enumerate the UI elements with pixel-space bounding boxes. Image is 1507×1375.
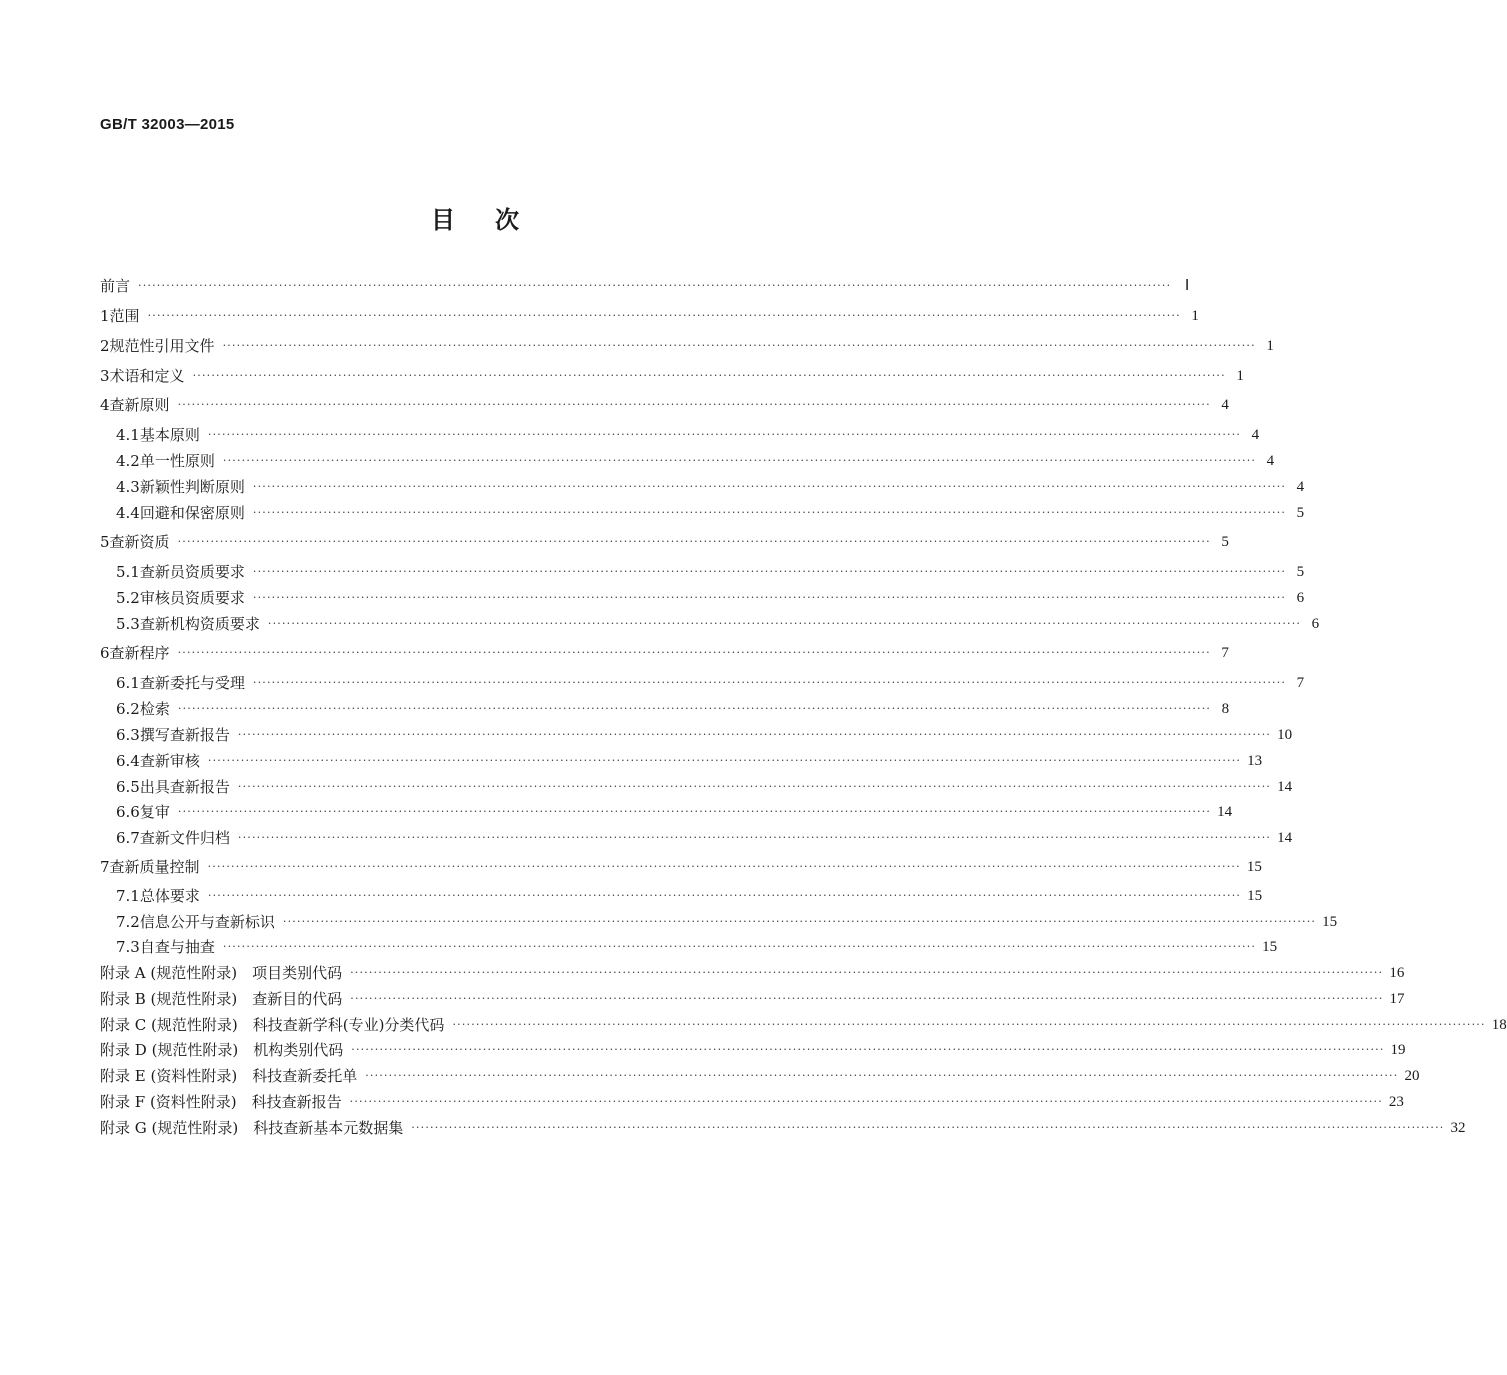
toc-leader-dots: ···························································································································································································································· xyxy=(222,454,1257,467)
toc-entry-page: 4 xyxy=(1296,479,1305,495)
toc-entry-label: 附录 B (规范性附录) 查新目的代码 xyxy=(100,990,343,1008)
toc-entry[interactable] xyxy=(116,561,1305,583)
toc-entry-page: 15 xyxy=(1246,859,1262,875)
toc-entry-number: 6.7 xyxy=(116,829,140,847)
toc-leader-dots: ···························································································································································································································· xyxy=(350,992,1384,1005)
toc-leader-dots: ···························································································································································································································· xyxy=(252,480,1287,493)
toc-entry-page: 1 xyxy=(1236,368,1244,384)
toc-entry[interactable] xyxy=(116,801,1233,823)
toc-entry-label: 查新资质 xyxy=(109,533,170,551)
toc-entry[interactable] xyxy=(116,450,1275,472)
toc-entry-number: 6.5 xyxy=(116,778,140,796)
toc-entry[interactable] xyxy=(100,394,1229,416)
toc-entry-number: 3 xyxy=(100,367,110,385)
toc-entry-page: Ⅰ xyxy=(1184,278,1190,294)
toc-entry-number: 4.1 xyxy=(116,426,140,444)
toc-entry-label: 基本原则 xyxy=(139,426,200,444)
toc-entry-page: 19 xyxy=(1390,1042,1406,1058)
toc-entry-number: 4 xyxy=(100,396,110,414)
toc-entry-page: 4 xyxy=(1266,453,1275,469)
page-title: 目次 xyxy=(431,205,559,234)
toc-leader-dots: ···························································································································································································································· xyxy=(411,1121,1445,1134)
toc-entry-page: 17 xyxy=(1389,991,1405,1007)
toc-entry-label: 查新程序 xyxy=(109,644,170,662)
toc-entry[interactable] xyxy=(100,1014,1507,1036)
toc-entry-page: 5 xyxy=(1296,505,1305,521)
toc-entry-label: 查新原则 xyxy=(109,396,170,414)
toc-entry[interactable] xyxy=(100,275,1190,297)
toc-entry-label: 术语和定义 xyxy=(109,367,185,385)
toc-entry-number: 4.3 xyxy=(116,478,140,496)
toc-leader-dots: ···························································································································································································································· xyxy=(252,676,1287,689)
toc-leader-dots: ···························································································································································································································· xyxy=(222,940,1257,953)
toc-leader-dots: ···························································································································································································································· xyxy=(237,780,1272,793)
toc-entry-page: 16 xyxy=(1389,965,1405,981)
toc-entry-page: 6 xyxy=(1296,590,1305,606)
toc-entry-page: 14 xyxy=(1277,830,1293,846)
toc-entry-page: 7 xyxy=(1221,645,1229,661)
toc-entry-page: 23 xyxy=(1388,1094,1404,1110)
toc-entry-page: 14 xyxy=(1277,779,1293,795)
toc-entry-page: 1 xyxy=(1191,308,1199,324)
toc-entry-number: 6.1 xyxy=(116,674,140,692)
toc-entry-label: 总体要求 xyxy=(139,887,200,905)
toc-entry[interactable] xyxy=(100,856,1262,878)
toc-entry-page: 10 xyxy=(1277,727,1293,743)
standard-code: GB/T 32003—2015 xyxy=(100,116,235,133)
toc-leader-dots: ···························································································································································································································· xyxy=(177,805,1212,818)
toc-entry-label: 查新审核 xyxy=(139,752,200,770)
toc-entry[interactable] xyxy=(100,531,1229,553)
toc-entry-label: 检索 xyxy=(139,700,170,718)
toc-entry-number: 5 xyxy=(100,533,110,551)
toc-entry-number: 6.4 xyxy=(116,752,140,770)
toc-leader-dots: ···························································································································································································································· xyxy=(207,428,1242,441)
toc-entry[interactable] xyxy=(116,724,1293,746)
toc-entry[interactable] xyxy=(116,502,1305,524)
toc-entry-number: 7.1 xyxy=(116,887,140,905)
toc-entry-page: 18 xyxy=(1491,1017,1507,1033)
toc-leader-dots: ···························································································································································································································· xyxy=(282,915,1317,928)
toc-entry-page: 8 xyxy=(1221,701,1230,717)
toc-entry-page: 15 xyxy=(1247,888,1263,904)
toc-leader-dots: ···························································································································································································································· xyxy=(350,966,1384,979)
toc-entry-label: 出具查新报告 xyxy=(139,778,230,796)
toc-entry[interactable] xyxy=(100,642,1229,664)
toc-entry-label: 前言 xyxy=(100,277,131,295)
toc-entry-page: 1 xyxy=(1266,338,1274,354)
toc-entry[interactable] xyxy=(116,672,1305,694)
toc-entry-page: 6 xyxy=(1311,616,1320,632)
toc-entry[interactable] xyxy=(116,587,1305,609)
toc-entry-page: 13 xyxy=(1247,753,1263,769)
toc-entry[interactable] xyxy=(116,613,1320,635)
toc-entry[interactable] xyxy=(100,988,1405,1010)
toc-leader-dots: ···························································································································································································································· xyxy=(252,591,1287,604)
toc-entry-label: 范围 xyxy=(109,307,140,325)
toc-entry-label: 单一性原则 xyxy=(139,452,215,470)
toc-leader-dots: ···························································································································································································································· xyxy=(349,1095,1383,1108)
toc-leader-dots: ···························································································································································································································· xyxy=(207,860,1241,873)
toc-entry-number: 5.1 xyxy=(116,563,140,581)
toc-entry-page: 20 xyxy=(1404,1068,1420,1084)
toc-entry-label: 新颖性判断原则 xyxy=(139,478,245,496)
toc-leader-dots: ···························································································································································································································· xyxy=(365,1069,1399,1082)
toc-entry[interactable] xyxy=(116,776,1293,798)
toc-entry-number: 5.2 xyxy=(116,589,140,607)
toc-entry-page: 7 xyxy=(1296,675,1305,691)
toc-entry-page: 15 xyxy=(1322,914,1338,930)
toc-entry-number: 7.2 xyxy=(116,913,140,931)
toc-entry-label: 自查与抽查 xyxy=(139,938,215,956)
toc-entry-label: 规范性引用文件 xyxy=(109,337,215,355)
toc-leader-dots: ···························································································································································································································· xyxy=(177,535,1211,548)
toc-entry-label: 附录 E (资料性附录) 科技查新委托单 xyxy=(100,1067,358,1085)
toc-entry-number: 6 xyxy=(100,644,110,662)
toc-entry[interactable] xyxy=(100,365,1244,387)
toc-entry-page: 14 xyxy=(1217,804,1233,820)
toc-entry-number: 5.3 xyxy=(116,615,140,633)
toc-entry-label: 回避和保密原则 xyxy=(139,504,245,522)
toc-entry[interactable] xyxy=(100,962,1405,984)
toc-entry[interactable] xyxy=(116,885,1263,907)
toc-entry[interactable] xyxy=(116,827,1293,849)
toc-entry[interactable] xyxy=(116,424,1260,446)
toc-entry-page: 5 xyxy=(1221,534,1229,550)
toc-entry-label: 复审 xyxy=(139,803,170,821)
toc-entry-page: 32 xyxy=(1450,1120,1466,1136)
toc-entry-label: 附录 F (资料性附录) 科技查新报告 xyxy=(100,1093,342,1111)
toc-leader-dots: ···························································································································································································································· xyxy=(177,702,1212,715)
toc-entry[interactable] xyxy=(100,1091,1404,1113)
toc-entry-number: 1 xyxy=(100,307,110,325)
toc-entry-number: 7 xyxy=(100,858,110,876)
toc-entry-label: 附录 C (规范性附录) 科技查新学科(专业)分类代码 xyxy=(100,1016,445,1034)
toc-entry-number: 6.6 xyxy=(116,803,140,821)
toc-leader-dots: ···························································································································································································································· xyxy=(177,646,1211,659)
toc-entry-page: 4 xyxy=(1221,397,1229,413)
toc-leader-dots: ···························································································································································································································· xyxy=(207,754,1242,767)
toc-entry-label: 查新机构资质要求 xyxy=(139,615,260,633)
toc-leader-dots: ···························································································································································································································· xyxy=(452,1018,1486,1031)
toc-entry-label: 查新委托与受理 xyxy=(139,674,245,692)
toc-entry-page: 15 xyxy=(1262,939,1278,955)
toc-entry-label: 附录 G (规范性附录) 科技查新基本元数据集 xyxy=(100,1119,404,1137)
toc-leader-dots: ···························································································································································································································· xyxy=(267,617,1302,630)
toc-entry-number: 6.3 xyxy=(116,726,140,744)
toc-entry[interactable] xyxy=(116,750,1263,772)
toc-entry[interactable] xyxy=(100,335,1274,357)
toc-entry-page: 4 xyxy=(1251,427,1260,443)
toc-entry[interactable] xyxy=(116,698,1230,720)
toc-entry[interactable] xyxy=(116,476,1305,498)
toc-entry[interactable] xyxy=(100,1065,1420,1087)
toc-leader-dots: ···························································································································································································································· xyxy=(138,279,1172,292)
toc-entry-number: 4.4 xyxy=(116,504,140,522)
toc-entry-number: 6.2 xyxy=(116,700,140,718)
toc-entry-label: 查新文件归档 xyxy=(139,829,230,847)
toc-leader-dots: ···························································································································································································································· xyxy=(252,506,1287,519)
toc-entry-page: 5 xyxy=(1296,564,1305,580)
toc-entry-label: 查新质量控制 xyxy=(109,858,200,876)
toc-leader-dots: ···························································································································································································································· xyxy=(222,339,1256,352)
toc-entry-label: 查新员资质要求 xyxy=(139,563,245,581)
toc-entry[interactable] xyxy=(116,936,1278,958)
toc-leader-dots: ···························································································································································································································· xyxy=(207,889,1242,902)
toc-entry-number: 2 xyxy=(100,337,110,355)
toc-entry-number: 7.3 xyxy=(116,938,140,956)
toc-leader-dots: ···························································································································································································································· xyxy=(147,309,1181,322)
toc-leader-dots: ···························································································································································································································· xyxy=(237,831,1272,844)
toc-leader-dots: ···························································································································································································································· xyxy=(252,565,1287,578)
toc-entry[interactable] xyxy=(116,911,1338,933)
toc-leader-dots: ···························································································································································································································· xyxy=(351,1043,1385,1056)
toc-entry-label: 附录 D (规范性附录) 机构类别代码 xyxy=(100,1041,344,1059)
toc-entry-number: 4.2 xyxy=(116,452,140,470)
toc-entry-label: 撰写查新报告 xyxy=(139,726,230,744)
toc-entry[interactable] xyxy=(100,1039,1406,1061)
toc-leader-dots: ···························································································································································································································· xyxy=(237,728,1272,741)
toc-entry-label: 信息公开与查新标识 xyxy=(139,913,275,931)
toc-entry[interactable] xyxy=(100,1117,1466,1139)
toc-leader-dots: ···························································································································································································································· xyxy=(192,369,1226,382)
toc-entry-label: 附录 A (规范性附录) 项目类别代码 xyxy=(100,964,343,982)
toc-entry-label: 审核员资质要求 xyxy=(139,589,245,607)
toc-leader-dots: ···························································································································································································································· xyxy=(177,398,1211,411)
toc-entry[interactable] xyxy=(100,305,1199,327)
